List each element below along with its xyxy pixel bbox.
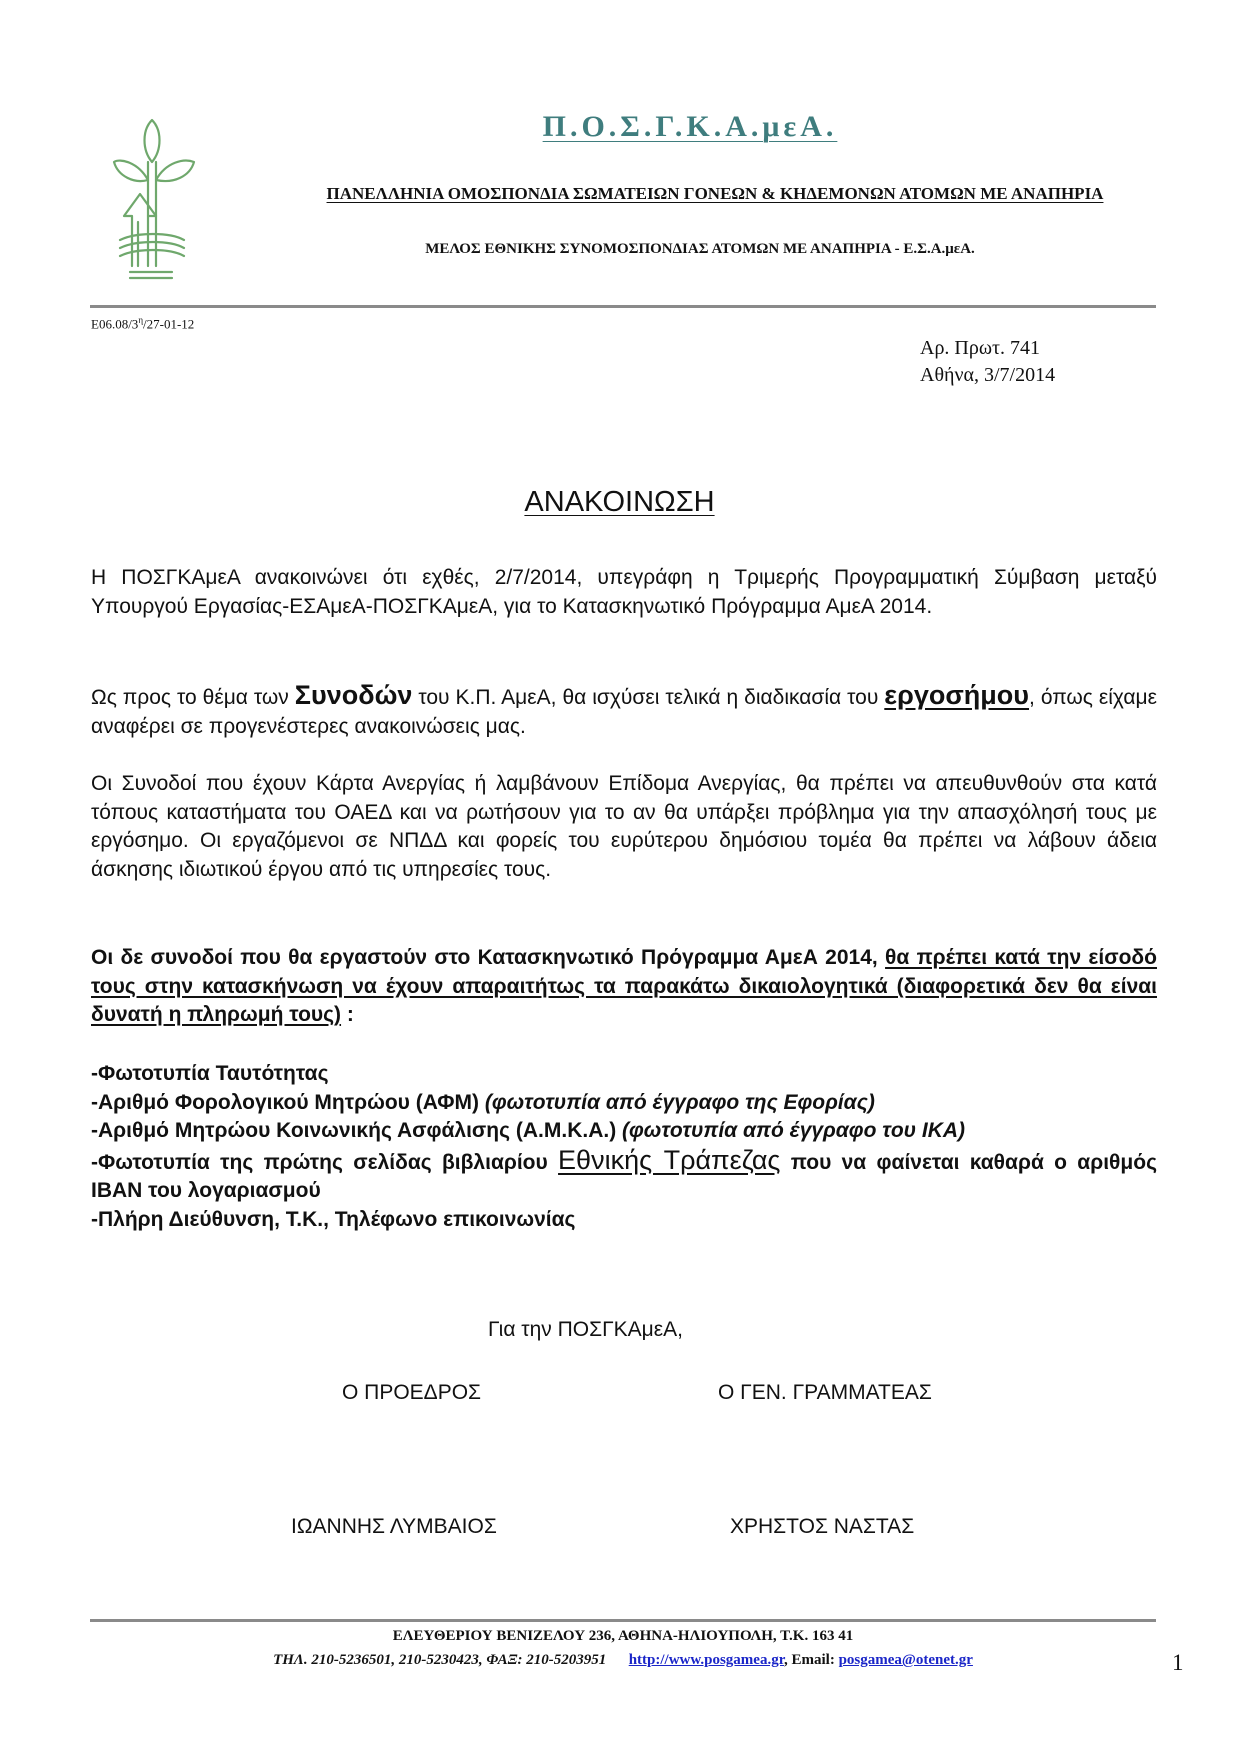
- list-item: -Φωτοτυπία της πρώτης σελίδας βιβλιαρίου Εθνικής Τράπεζας που να φαίνεται καθαρά ο αριθμός IBAN του λογαριασμού: [91, 1144, 1157, 1202]
- requirements-notice-underlined: θα πρέπει κατά την είσοδό τους στην κατασκήνωση να έχουν απαραιτήτως τα παρακάτω δικαιολογητικά (διαφορετικά δεν θα είναι δυνατή η πληρωμή τους): [91, 946, 1157, 1026]
- list-item: -Πλήρη Διεύθυνση, Τ.Κ., Τηλέφωνο επικοινωνίας: [91, 1207, 576, 1231]
- organization-full-name: ΠΑΝΕΛΛΗΝΙΑ ΟΜΟΣΠΟΝΔΙΑ ΣΩΜΑΤΕΙΩΝ ΓΟΝΕΩΝ & ΚΗΔΕΜΟΝΩΝ ΑΤΟΜΩΝ ΜΕ ΑΝΑΠΗΡΙΑ: [326, 184, 1104, 203]
- emphasis-bank: Εθνικής Τράπεζας: [558, 1144, 781, 1175]
- list-item: -Αριθμό Μητρώου Κοινωνικής Ασφάλισης (Α.Μ.Κ.Α.) (φωτοτυπία από έγγραφο του ΙΚΑ): [91, 1119, 966, 1142]
- organization-abbreviation: Π.Ο.Σ.Γ.Κ.Α.μεΑ.: [542, 110, 838, 143]
- emphasis-escorts: Συνοδών: [294, 680, 413, 710]
- signature-role-president: Ο ΠΡΟΕΔΡΟΣ: [342, 1381, 482, 1404]
- paragraph-unemployment: Οι Συνοδοί που έχουν Κάρτα Ανεργίας ή λαμβάνουν Επίδομα Ανεργίας, θα πρέπει να απευθυνθούν στα κατά τόπους καταστήματα του ΟΑΕΔ και να ρωτήσουν για το αν θα υπάρξει πρόβλημα για την απασχόλησή τους με εργόσημο. Οι εργαζόμενοι σε ΝΠΔΔ και φορείς του ευρύτερου δημόσιου τομέα θα πρέπει να λάβουν άδεια άσκησης ιδιωτικού έργου από τις υπηρεσίες τους.: [91, 772, 1157, 881]
- signature-role-secretary: Ο ΓΕΝ. ΓΡΑΜΜΑΤΕΑΣ: [718, 1381, 932, 1404]
- requirements-list: [91, 1060, 1157, 1234]
- list-item: -Φωτοτυπία Ταυτότητας: [91, 1062, 329, 1085]
- paragraph-escorts: Ως προς το θέμα των Συνοδών του Κ.Π. ΑμεΑ, θα ισχύσει τελικά η διαδικασία του εργοσήμου, όπως είχαμε αναφέρει σε προγενέστερες ανακοινώσεις μας.: [91, 680, 1157, 738]
- emphasis-ergosimo: εργοσήμου: [884, 680, 1030, 710]
- paragraph-requirements-intro: Οι δε συνοδοί που θα εργαστούν στο Κατασκηνωτικό Πρόγραμμα ΑμεΑ 2014, θα πρέπει κατά την είσοδό τους στην κατασκήνωση να έχουν απαραιτήτως τα παρακάτω δικαιολογητικά (διαφορετικά δεν θα είναι δυνατή η πληρωμή τους) :: [91, 946, 1157, 1026]
- organization-membership: ΜΕΛΟΣ ΕΘΝΙΚΗΣ ΣΥΝΟΜΟΣΠΟΝΔΙΑΣ ΑΤΟΜΩΝ ΜΕ ΑΝΑΠΗΡΙΑ - Ε.Σ.Α.μεΑ.: [425, 241, 975, 257]
- paragraph-announcement: Η ΠΟΣΓΚΑμεΑ ανακοινώνει ότι εχθές, 2/7/2014, υπεγράφη η Τριμερής Προγραμματική Σύμβαση μεταξύ Υπουργού Εργασίας-ΕΣΑμεΑ-ΠΟΣΓΚΑμεΑ, για το Κατασκηνωτικό Πρόγραμμα ΑμεΑ 2014.: [91, 566, 1157, 618]
- document-reference-code: $E06.08/3^\eta/27-01-12$: [91, 315, 195, 332]
- signature-name-president: ΙΩΑΝΝΗΣ ΛΥΜΒΑΙΟΣ: [291, 1515, 497, 1538]
- website-link[interactable]: http://www.posgamea.gr: [628, 1652, 784, 1668]
- footer-phones: ΤΗΛ. 210-5236501, 210-5230423, ΦΑΞ: 210-5203951: [273, 1652, 607, 1668]
- footer-contact: ΤΗΛ. 210-5236501, 210-5230423, ΦΑΞ: 210-5203951 http://www.posgamea.gr, Email: posgamea@otenet.gr: [273, 1652, 973, 1668]
- signature-name-secretary: ΧΡΗΣΤΟΣ ΝΑΣΤΑΣ: [730, 1515, 915, 1538]
- footer-divider: [90, 1619, 1156, 1622]
- document-title: ΑΝΑΚΟΙΝΩΣΗ: [524, 486, 715, 518]
- header-divider: [90, 305, 1156, 308]
- place-date: Αθήνα, 3/7/2014: [920, 364, 1056, 386]
- footer-address: ΕΛΕΥΘΕΡΙΟΥ ΒΕΝΙΖΕΛΟΥ 236, ΑΘΗΝΑ-ΗΛΙΟΥΠΟΛΗ, Τ.Κ. 163 41: [392, 1628, 854, 1644]
- protocol-number: Αρ. Πρωτ. 741: [920, 337, 1041, 359]
- list-item: -Αριθμό Φορολογικού Μητρώου (ΑΦΜ) (φωτοτυπία από έγγραφο της Εφορίας): [91, 1090, 875, 1114]
- protocol-block: [920, 335, 1055, 389]
- page-number: 1: [1172, 1650, 1184, 1675]
- email-link[interactable]: posgamea@otenet.gr: [838, 1652, 973, 1668]
- signature-on-behalf: Για την ΠΟΣΓΚΑμεΑ,: [488, 1318, 683, 1341]
- organization-logo: [112, 118, 196, 282]
